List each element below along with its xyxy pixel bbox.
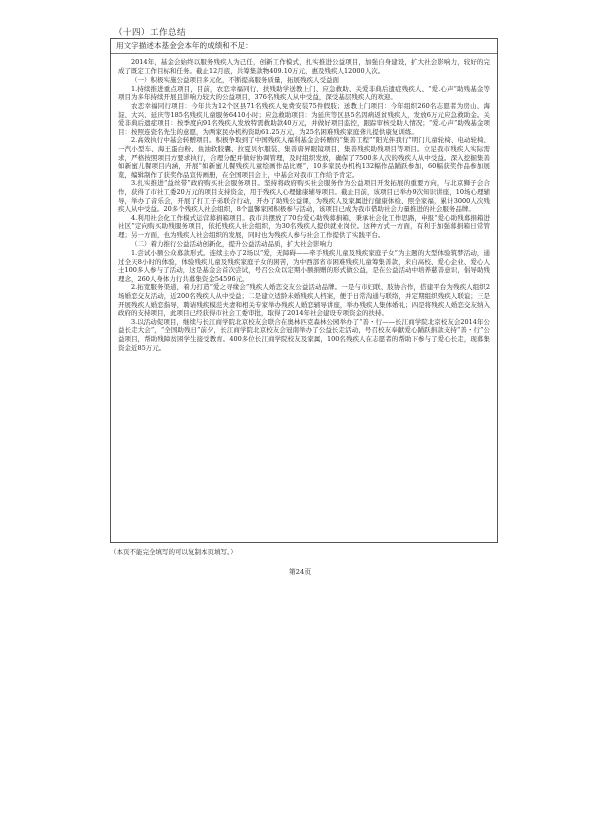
summary-paragraph: 4.利用社会化工作模式运营募捐箱项目。我市共摆放了70台爱心助残募捐箱，秉承社会化工作思路，申报“爱心助残募捐箱进社区”定向购买助残服务项目，依托残疾人社会组织，为30名残疾人提供就业岗位。这种方式一方面，有利于加强募捐箱日常管理；另一方面，也为残疾人社会组织的发展，同时也为残疾人参与社会工作提供了实践平台。	[118, 213, 490, 239]
summary-paragraph: 3.扎实推进“益丝带”政府购买社会服务项目。坚持将政府购买社会服务作为公益项目开发拓展的重要方向，与北京狮子会合作，获得了市社工委20万元的项目支持资金，用于残疾人心理健康辅导项目。截止目前，该项目已举办9次知识讲座，10场心理辅导，举办了音乐会，开展了打工子弟联合行动，开办了助残公益课，为残疾人及家属进行健康体检、照全家福，累计3000人次残疾人从中受益。20多个残疾人社会组织，8个温馨家园积极参与活动，该项目已成为我市借助社会力量推进的社会服务品牌。	[118, 179, 490, 214]
summary-paragraph: 2014年，基金会始终以服务残疾人为己任，创新工作模式，扎实推进公益项目，加强自身建设，扩大社会影响力，较好的完成了既定工作目标和任务。截止12月底，共筹集款物409.10万元，惠及残疾人12000人次。	[118, 58, 490, 75]
summary-paragraph: 1.尝试小额公众募款形式。连续主办了2场以“爱，无障碍——牵手残疾儿童及残疾家庭子女”为主题的大型体验筑梦活动，通过全天8小时的体验，体验残疾儿童及残疾家庭子女的困苦，为中西部省市困难残疾儿童筹集善款，来自高校、爱心企业、爱心人士100多人参与了活动，这是基金会首次尝试，号召公众以定期小额捐赠的形式做公益，是在公益活动中培养慈善意识，倡导助残理念，260人身体力行共募集资金54596元。	[118, 249, 490, 283]
summary-paragraph: 1.持续推进重点项目，目前，农恋幸福同行、扶残助学送教上门、应急救助、关爱非典后遗症残疾人、“爱.心声”助残基金等项目为多年持续开展且影响力较大的公益项目，376名残疾人从中受益，深受基层残疾人的欢迎。	[118, 84, 490, 102]
footer-note: （本页不能完全填写的可以复制本页填写。）	[110, 548, 237, 556]
summary-subheading: （一）积极实施公益项目多元化，不断提高服务质量，拓展残疾人受益面	[131, 76, 339, 85]
summary-paragraph: 2.高效执行中基会转赠项目。积极争取到了中国残疾人福利基金会转赠的“集善工程”“阳光伴我行”明门儿童轮椅、电动轮椅、一汽小型车、海王蛋白粉、鱼油软胶囊、拉夏贝尔服装、集善唐昇眼镜项目、集善残疾助残项目等项目。立足我市残疾人实际需求，严格按照项目方要求执行，合理分配并做好协调管理，及时组织发放，确保了7500多人次的残疾人从中受益。深入挖掘集善如新蜜儿餐项目内涵，开展“如新蜜儿餐残疾儿童绘画作品比赛”，10多家民办机构132幅作品踊跃参加，60幅获奖作品参加展览，编辑制作了获奖作品宣传画册，在全国项目会上，中基会对我市工作给予肯定。	[118, 136, 490, 179]
summary-frame	[110, 38, 498, 543]
summary-paragraph: 2.拓宽服务渠道，着力打造“爱之寻缘会”残疾人婚恋交友公益活动品牌。一是与市妇联、肢协合作，搭建平台为残疾人组织2场婚恋交友活动，近200名残疾人从中受益；二是建立适龄未婚残疾人档案，便于日常沟通与联络，并定期组织残疾人联谊；三是开展残疾人婚恋指导，聘请残疾模范夫妻和相关专家举办残疾人婚恋辅导讲座，举办残疾人集体婚礼；四是将残疾人婚恋交友纳入政府的支持项目，此项目已经获得市社会工委审批，取得了2014年社会建设专项资金的扶持。	[118, 283, 490, 318]
instruction-line: 用文字描述本基金会本年的成绩和不足：	[111, 39, 497, 54]
section-title: （十四）工作总结	[114, 28, 187, 38]
summary-body	[118, 58, 490, 540]
summary-subheading: （二）着力推行公益活动创新化，提升公益活动品质，扩大社会影响力	[131, 240, 333, 249]
summary-paragraph: 农恋幸福同行项目：今年共为12个区县71名残疾人免费安装75件假肢；送教上门项目：今年组织260名志愿者为房山、海淀、大兴、延庆等185名残疾儿童服务6410小时；应急救助项目：为延庆等区县5名因病返贫残疾人，发放6万元应急救助金。关爱非典后遗症项目：按季度向91名残疾人发放特需救助款40万元，并做好项目监控，跟踪审核受助人情况；“爱.心声”助残基金项目：按照连瓷名先生的意愿，为两家民办机构资助61.25万元，为25名困难残疾家庭聋儿提供康复训练。	[118, 101, 490, 136]
page-number: 第24页	[288, 568, 312, 576]
summary-paragraph: 3.以活动促项目，继续与长江商学院北京校友会联合在奥林匹克森林公园举办了“善・行——长江商学院北京校友会2014年公益长走大会”，“全国助残日”前夕，长江商学院北京校友会冠南举办了公益长走活动，号召校友奉献爱心踊跃捐款支持“善・行”公益项目，帮助残障贫困学生接受教育。400多位长江商学院校友及家属，100名残疾人在志愿者的帮助下参与了爱心长走，现募集资金近85万元。	[118, 317, 490, 352]
